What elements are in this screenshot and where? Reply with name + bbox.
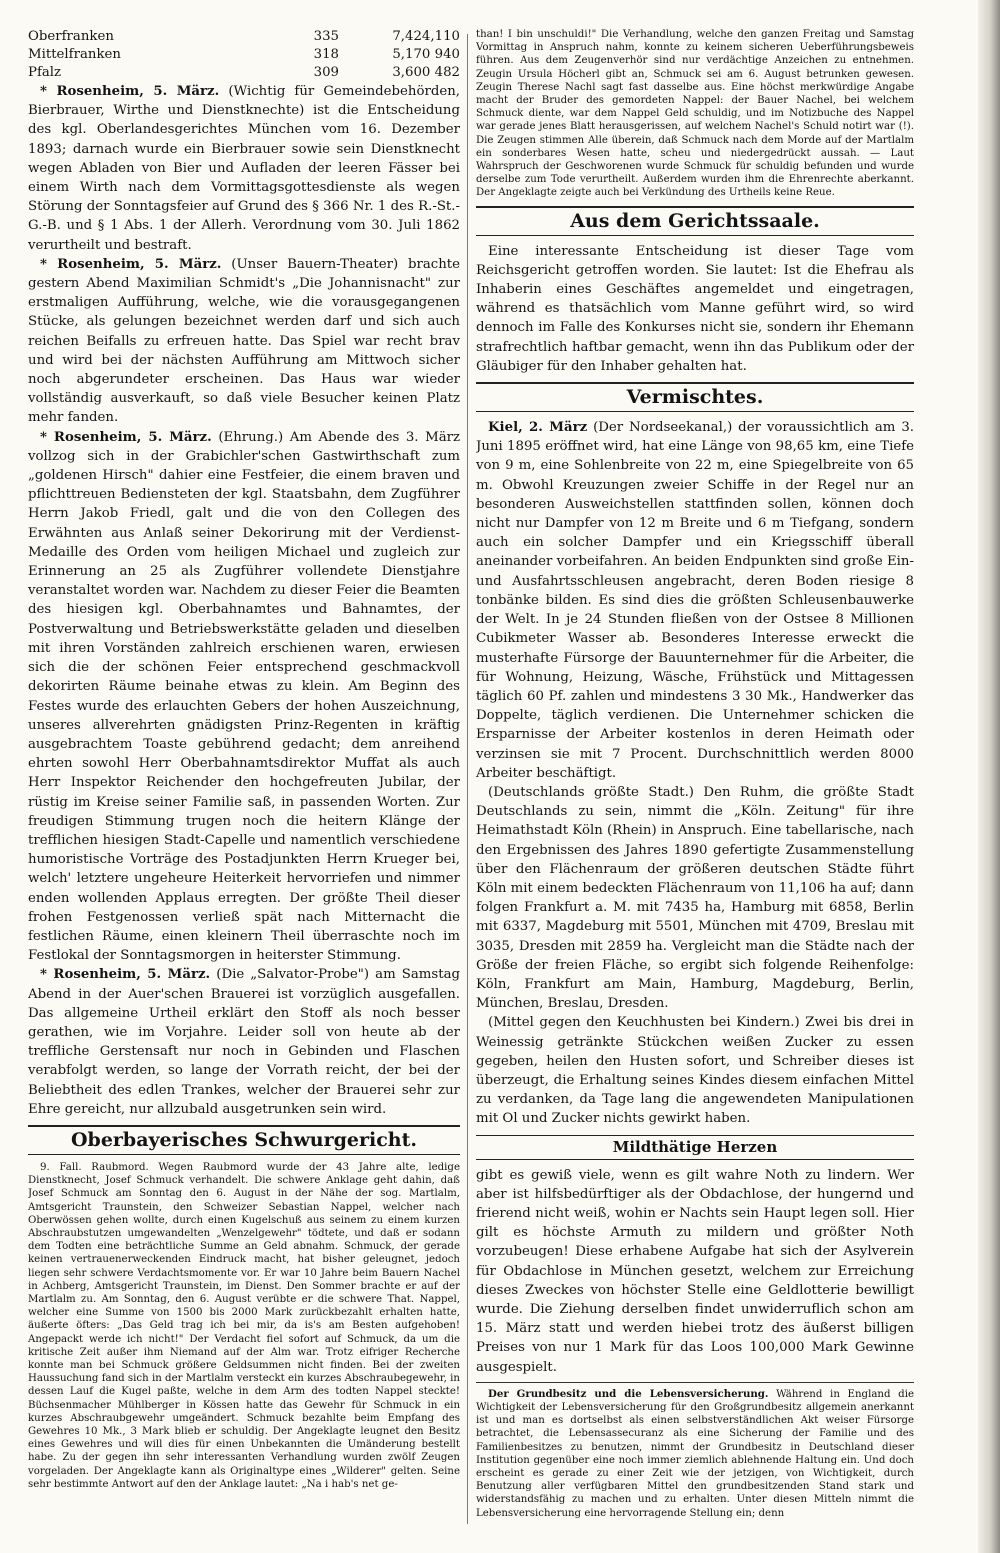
section-rule	[476, 1382, 914, 1383]
stats-cell-n: 335	[313, 29, 340, 44]
article-raubmord-continued: than! I bin unschuldi!" Die Verhandlung, welche den ganzen Freitag und Samstag Vormittag in Anspruch nahm, konnte zu keinem sicheren Ueberführungsbeweis führen. Aus dem Zeugenverhör sind nur verdächtige Anzeichen zu entnehmen. Zeugin Ursula Höcherl gibt an, Schmuck sei am 6. August betrunken gewesen. Zeugin Therese Nachl sagt fast dasselbe aus. Eine höchst merkwürdige Angabe macht der Bruder des gemordeten Nappel: der Bauer Nachel, bei welchem Schmuck diente, war dem Nappel Geld schuldig, und im Notizbuche des Nappel war gerade jenes Blatt herausgerissen, auf welchem Nachel's Schuld notirt war (!). Die Zeugen stimmen Alle überein, daß Schmuck nach dem Morde auf der Martlalm ein sonderbares Wesen hatte, scheu und niedergedrückt aussah. — Laut Wahrspruch der Geschworenen wurde Schmuck für schuldig befunden und wurde derselbe zum Tode verurtheilt. Außerdem wurden ihm die Ehrenrechte aberkannt. Der Angeklagte zeigte auch bei Verkündung des Urtheils keine Reue.	[476, 29, 914, 199]
article-asylverein-lotterie: gibt es gewiß viele, wenn es gilt wahre Noth zu lindern. Wer aber ist hilfsbedürftiger als der Obdachlose, der hungernd und frierend nicht weiß, wohin er Nachts sein Haupt legen soll. Hier gilt es höchste Armuth zu mildern und größter Noth vorzubeugen! Diese erhabene Aufgabe hat sich der Asylverein für Obdachlose in München gesetzt, welchem zur Erreichung dieses Zweckes von höchster Stelle eine Geldlotterie bewilligt wurde. Die Ziehung derselben findet unwiderruflich schon am 15. März statt und werden hiebei trotz des äußerst billigen Preises von nur 1 Mark für das Loos 100,000 Mark Gewinne ausgespielt.	[476, 1167, 914, 1375]
article-rosenheim-salvator	[28, 965, 460, 1119]
article-text: (Der Nordseekanal,) der voraussichtlich am 3. Juni 1895 eröffnet wird, hat eine Länge von 98,65 km, eine Tiefe von 9 m, eine Sohlenbreite von 22 m, eine Spiegelbreite von 65 m. Obwohl Kreuzungen zweier Schiffe in der Regel nur an besonderen Ausweichstellen stattfinden sollen, können doch nicht nur Dampfer von 12 m Breite und 6 m Tiefgang, sondern auch ein solcher Dampfer und ein Kriegsschiff überall aneinander vorbeifahren. An beiden Endpunkten sind große Ein- und Ausfahrtsschleusen angebracht, deren Boden riesige 8 tonbänke bilden. Es sind dies die größten Schleusenbauwerke der Welt. In je 24 Stunden fließen von der Ostsee 8 Millionen Cubikmeter Wasser ab. Besonderes Interesse erweckt die musterhafte Fürsorge der Bauunternehmer für die Arbeiter, die für Wohnung, Heizung, Wäsche, Frühstück und Mittagessen täglich 60 Pf. zahlen und mindestens 3 30 Mk., Handwerker das Doppelte, täglich verdienen. Die Unternehmer schicken die Ersparnisse der Arbeiter kostenlos in deren Heimath oder verzinsen sie mit 7 Procent. Durchschnittlich werden 8000 Arbeiter beschäftigt.	[476, 420, 914, 781]
left-column	[28, 28, 460, 1538]
stats-cell-n: 318	[313, 47, 340, 62]
right-column	[476, 28, 914, 1538]
article-text: Während in England die Wichtigkeit der Lebensversicherung für den Großgrundbesitz allgemein anerkannt ist und man es dortselbst als einen selbstverständlichen Akt weiser Fürsorge betrachtet, die Lebensassecuranz als eine Sicherung der Familie und des Familienbesitzes zu benutzen, nimmt der Grundbesitz in Deutschland dieser Institution gegenüber eine noch immer ziemlich ablehnende Haltung ein. Und doch erscheint es gerade zu einer Zeit wie der jetzigen, von Wichtigkeit, durch Benutzung aller verfügbaren Mittel den grundbesitzenden Stand stark und widerstandsfähig zu machen und zu erhalten. Unter diesen Mitteln nimmt die Lebensversicherung eine hervorragende Stellung ein; denn	[476, 1388, 914, 1519]
article-text: (Wichtig für Gemeindebehörden, Bierbrauer, Wirthe und Dienstknechte) ist die Entscheidung des kgl. Oberlandesgerichtes München vom 16. Dezember 1893; darnach wurde ein Bierbrauer sowie sein Dienstknecht wegen Abladen von Bier und Aufladen der leeren Fässer bei einem Wirth nach dem Vormittagsgottesdienste als wegen Störung der Sonntagsfeier auf Grund des § 366 Nr. 1 des R.-St.-G.-B. und § 1 Abs. 1 der Allerh. Verordnung vom 30. Juli 1862 verurtheilt und bestraft.	[28, 84, 460, 253]
article-groesste-stadt: (Deutschlands größte Stadt.) Den Ruhm, die größte Stadt Deutschlands zu sein, nimmt die „Köln. Zeitung" für ihre Heimathstadt Köln (Rhein) in Anspruch. Eine tabellarische, nach den Ergebnissen des Jahres 1890 gefertigte Zusammenstellung über den Flächenraum der größeren deutschen Städte führt Köln mit einem bedeckten Flächenraum von 11,106 ha auf; dann folgen Frankfurt a. M. mit 7435 ha, Hamburg mit 6858, Berlin mit 6337, Magdeburg mit 5501, München mit 4709, Breslau mit 3035, Dresden mit 2859 ha. Vergleicht man die Städte nach der Größe der freien Fläche, so ergibt sich folgende Reihenfolge: Köln, Frankfurt am Main, Hamburg, Magdeburg, Berlin, München, Breslau, Dresden.	[476, 784, 914, 1012]
section-heading-mildthaetige-herzen: Mildthätige Herzen	[476, 1135, 914, 1160]
article-rosenheim-ehrung	[28, 428, 460, 966]
article-raubmord-case: 9. Fall. Raubmord. Wegen Raubmord wurde der 43 Jahre alte, ledige Dienstknecht, Josef Schmuck verhandelt. Die schwere Anklage geht dahin, daß Josef Schmuck am Sonntag den 6. August in der Nähe der sog. Martlalm, Amtsgericht Traunstein, den Schweizer Sebastian Nappel, welcher nach Oberwössen gehen wollte, durch einen Kugelschuß aus seinem zu einem kurzen Abschraubstutzen umgewandelten „Wenzelgewehr" tödtete, und daß er sodann dem Todten eine beträchtliche Summe an Geld abnahm. Schmuck, der gerade keinen vertrauenerweckenden Eindruck macht, hat bisher geleugnet, jedoch liegen sehr schwere Verdachtsmomente vor. Er war 10 Jahre beim Bauern Nachel in Achberg, Amtsgericht Traunstein, im Dienst. Den Sommer brachte er auf der Martlalm zu. Am Sonntag, den 6. August verübte er die schwere That. Nappel, welcher eine Summe von 1500 bis 2000 Mark zurückbezahlt erhalten hatte, äußerte öfters: „Das Geld trag ich bei mir, da is's am Besten aufgehoben! Angepackt werde ich nicht!" Der Verdacht fiel sofort auf Schmuck, da um die kritische Zeit außer ihm Niemand auf der Alm war. Trotz eifriger Recherche konnte man bei Schmuck größere Geldsummen nicht finden. Bei der zweiten Haussuchung fand sich in der Martlalm versteckt ein kurzes Abschraubegewehr, in dessen Lauf die Kugel paßte, welche in dem Arm des todten Nappel steckte! Büchsenmacher Mühlberger in Kössen hatte das Gewehr für Schmuck in ein kurzes Abschraubgewehr umgeändert. Schmuck bezahlte beim Empfang des Gewehres 10 Mk., 3 Mark blieb er schuldig. Der Angeklagte leugnet den Besitz eines Gewehres und will dies für einen Unbekannten die Umänderung bestellt habe. Zu der gegen ihn sehr interessanten Verhandlung wurden zwölf Zeugen vorgeladen. Der Angeklagte kann als Originaltype eines „Wilderer" gelten. Seine sehr bestimmte Antwort auf den der Anklage lautet: „Na i hab's net ge-	[28, 1161, 460, 1490]
dateline: * Rosenheim, 5. März.	[40, 84, 220, 99]
article-nordseekanal	[476, 418, 914, 783]
article-text: (Ehrung.) Am Abende des 3. März vollzog sich in der Grabichler'schen Gastwirthschaft zum „goldenen Hirsch" dahier eine Festfeier, die einem braven und pflichttreuen Bediensteten der kgl. Staatsbahn, dem Zugführer Herrn Jakob Friedl, galt und die von den Collegen des Erwähnten aus Anlaß seiner Dekorirung mit der Verdienst-Medaille des Orden vom heiligen Michael und zugleich zur Erinnerung an 25 als Zugführer vollendete Dienstjahre veranstaltet worden war. Nachdem zu dieser Feier die Beamten des hiesigen kgl. Oberbahnamtes und Bahnamtes, der Postverwaltung und Betriebswerkstätte geladen und dieselben mit ihren Vorständen zahlreich erschienen waren, erwiesen sich die der schönen Feier entsprechend geschmackvoll dekorirten Räume beinahe etwas zu klein. Am Beginn des Festes wurde des erlauchten Gebers der hohen Auszeichnung, unseres allverehrten gnädigsten Prinz-Regenten in kräftig ausgebrachtem Toaste gebührend gedacht; dem anreihend ehrten sowohl Herr Oberbahnamtsdirektor Muffat als auch Herr Inspektor Reichender den hochgefreuten Jubilar, der rüstig im Kreise seiner Familie saß, in passenden Worten. Zur freudigen Stimmung trugen noch die heitern Klänge der trefflichen hiesigen Stadt-Capelle und namentlich verschiedene humoristische Vorträge des Postadjunkten Herrn Krueger bei, welch' letztere ungeheure Heiterkeit hervorriefen und nimmer enden wollenden Applaus erregten. Der größte Theil dieser frohen Festgenossen verließ spät nach Mitternacht die festlichen Räume, einen kleinern Theil überraschte noch im Festlokal der Sonntagsmorgen in heiterster Stimmung.	[28, 429, 460, 964]
stats-cell-region: Oberfranken	[28, 29, 114, 44]
region-statistics-table	[28, 28, 460, 82]
section-heading-schwurgericht: Oberbayerisches Schwurgericht.	[28, 1125, 460, 1155]
column-divider	[467, 34, 468, 1524]
article-text: (Die „Salvator-Probe") am Samstag Abend in der Auer'schen Brauerei ist vorzüglich ausgefallen. Das allgemeine Urtheil erklärt den Stoff als noch besser gerathen, wie im Vorjahre. Leider soll von heute ab der treffliche Gerstensaft nur noch in Gebinden und Flaschen verabfolgt werden, so lange der Vorrath reicht, der bei der Beliebtheit des edlen Trankes, welcher der Brauerei sehr zur Ehre gereicht, nur allzubald ausgetrunken sein wird.	[28, 967, 460, 1117]
article-title: Der Grundbesitz und die Lebensversicherung.	[488, 1387, 769, 1400]
stats-row	[28, 46, 460, 64]
stats-cell-v: 7,424,110	[392, 29, 460, 44]
page-edge-shadow	[978, 0, 1000, 1553]
dateline: * Rosenheim, 5. März.	[40, 429, 212, 445]
stats-cell-region: Mittelfranken	[28, 47, 121, 62]
stats-cell-v: 3,600 482	[392, 65, 460, 80]
stats-cell-region: Pfalz	[28, 65, 62, 80]
article-rosenheim-sonntagsfeier	[28, 82, 460, 255]
stats-row	[28, 28, 460, 46]
dateline: Kiel, 2. März	[488, 420, 588, 436]
article-keuchhusten: (Mittel gegen den Keuchhusten bei Kindern.) Zwei bis drei in Weinessig getränkte Stückchen weißen Zucker zu essen gegeben, heilen den Husten sofort, und Schreiber dieses ist überzeugt, die Erhaltung seines Kindes diesem einfachen Mittel zu verdanken, da Tage lang die angewendeten Manipulationen mit Ol und Zucker nichts gewirkt haben.	[476, 1015, 914, 1127]
section-heading-gerichtssaale: Aus dem Gerichtssaale.	[476, 206, 914, 236]
article-reichsgericht-entscheidung: Eine interessante Entscheidung ist dieser Tage vom Reichsgericht getroffen worden. Sie lautet: Ist die Ehefrau als Inhaberin eines Geschäftes angemeldet und eingetragen, während es thatsächlich vom Manne geführt wird, so wird dennoch im Falle des Konkurses nicht sie, sondern ihr Ehemann strafrechtlich haftbar gemacht, wenn ihn das Publikum oder der Gläubiger für den Inhaber gehalten hat.	[476, 243, 914, 374]
stats-cell-n: 309	[313, 65, 340, 80]
stats-row	[28, 64, 460, 82]
stats-cell-v: 5,170 940	[392, 47, 460, 62]
dateline: * Rosenheim, 5. März.	[40, 967, 211, 983]
article-grundbesitz-lebensversicherung	[476, 1388, 914, 1520]
section-heading-vermischtes: Vermischtes.	[476, 382, 914, 412]
dateline: * Rosenheim, 5. März.	[40, 256, 222, 272]
article-rosenheim-bauerntheater	[28, 255, 460, 428]
article-text: (Unser Bauern-Theater) brachte gestern Abend Maximilian Schmidt's „Die Johannisnacht" zur erstmaligen Aufführung, welche, wie die vorausgegangenen Stücke, als gelungen bezeichnet werden darf und sich auch reichen Beifalls zu erfreuen hatte. Das Spiel war recht brav und wird bei der nächsten Aufführung am Mittwoch sicher noch abgerundeter erscheinen. Das Haus war wieder vollständig ausverkauft, so daß viele Besucher keinen Platz mehr fanden.	[28, 256, 460, 426]
